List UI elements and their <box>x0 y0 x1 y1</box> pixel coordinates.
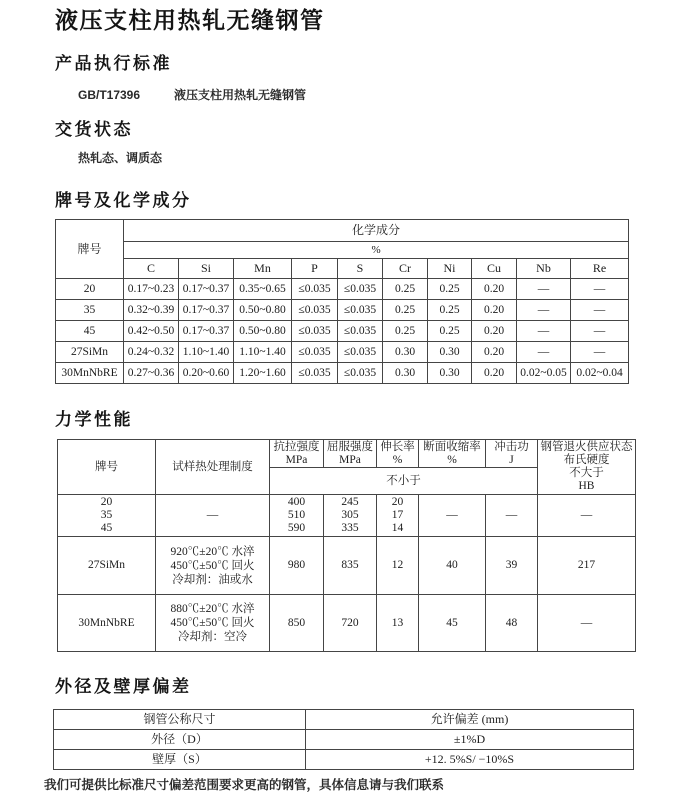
section-heading-deviation: 外径及壁厚偏差 <box>55 677 192 696</box>
chem-cell: 1.20~1.60 <box>234 363 292 384</box>
mech-heat-cell <box>156 595 270 652</box>
chem-cell: ≤0.035 <box>292 300 338 321</box>
col-unit: J <box>509 453 514 466</box>
mech-col-header-impact <box>486 440 538 468</box>
standard-line <box>78 88 695 102</box>
chem-element-header: Si <box>179 259 234 279</box>
mech-col-header-elongation <box>377 440 419 468</box>
heat-line: 冷却剂：空冷 <box>178 631 247 643</box>
chem-cell: 0.35~0.65 <box>234 279 292 300</box>
table-row <box>58 537 636 595</box>
table-row <box>58 495 636 537</box>
mech-grade-cell <box>58 495 156 537</box>
mech-cell: — <box>538 495 636 537</box>
chem-cell: 1.10~1.40 <box>179 342 234 363</box>
chem-grade-cell: 27SiMn <box>56 342 124 363</box>
chem-cell: 1.10~1.40 <box>234 342 292 363</box>
chem-grade-cell: 35 <box>56 300 124 321</box>
chem-cell: — <box>517 321 571 342</box>
chem-element-header: Re <box>571 259 629 279</box>
table-row <box>54 730 634 750</box>
dev-value-cell: ±1%D <box>306 730 634 750</box>
chem-element-header: Cr <box>383 259 428 279</box>
chem-cell: — <box>571 279 629 300</box>
standard-code: GB/T17396 <box>78 88 141 102</box>
chem-cell: 0.24~0.32 <box>124 342 179 363</box>
table-row <box>56 363 629 384</box>
chem-cell: — <box>517 300 571 321</box>
chem-cell: ≤0.035 <box>338 363 383 384</box>
chemistry-table <box>55 219 629 384</box>
value-line: 305 <box>341 509 359 521</box>
chem-cell: — <box>571 342 629 363</box>
chem-element-header: S <box>338 259 383 279</box>
chem-cell: — <box>517 279 571 300</box>
chem-cell: 0.20~0.60 <box>179 363 234 384</box>
chem-cell: — <box>517 342 571 363</box>
section-heading-delivery: 交货状态 <box>55 120 133 139</box>
chem-element-header: Mn <box>234 259 292 279</box>
section-heading-chemistry: 牌号及化学成分 <box>55 191 192 210</box>
hb-line: 布氏硬度 <box>563 454 610 466</box>
mech-cell: 12 <box>377 537 419 595</box>
chem-cell: 0.20 <box>472 342 517 363</box>
mech-cell: 850 <box>270 595 324 652</box>
heat-line: 880℃±20℃ 水淬 <box>170 603 255 615</box>
value-line: 510 <box>287 509 306 521</box>
chem-cell: 0.25 <box>428 300 472 321</box>
chem-cell: 0.25 <box>383 300 428 321</box>
chem-element-header: Ni <box>428 259 472 279</box>
mech-cell: 835 <box>324 537 377 595</box>
chem-cell: 0.17~0.37 <box>179 300 234 321</box>
chem-cell: ≤0.035 <box>338 279 383 300</box>
chem-cell: 0.25 <box>428 279 472 300</box>
chem-cell: 0.20 <box>472 321 517 342</box>
dev-item-cell: 壁厚（S） <box>54 750 306 770</box>
col-unit: MPa <box>339 453 361 466</box>
chem-element-header: Nb <box>517 259 571 279</box>
section-heading-standard: 产品执行标准 <box>55 54 172 73</box>
mech-cell <box>324 495 377 537</box>
mechanical-table <box>57 439 636 652</box>
chem-cell: ≤0.035 <box>292 279 338 300</box>
heat-line: 冷却剂：油或水 <box>172 573 253 586</box>
mech-cell: 13 <box>377 595 419 652</box>
dev-item-cell: 外径（D） <box>54 730 306 750</box>
mech-grade-cell: 27SiMn <box>58 537 156 595</box>
col-unit: % <box>392 453 403 466</box>
chem-cell: 0.20 <box>472 300 517 321</box>
chem-cell: ≤0.035 <box>292 321 338 342</box>
col-unit: MPa <box>285 453 308 466</box>
chem-cell: 0.27~0.36 <box>124 363 179 384</box>
col-name: 屈服强度 <box>327 440 373 453</box>
chem-cell: ≤0.035 <box>338 300 383 321</box>
heat-line: 920℃±20℃ 水淬 <box>170 545 255 558</box>
mech-cell <box>270 495 324 537</box>
value-line: 400 <box>287 496 306 508</box>
value-line: 14 <box>391 522 404 534</box>
col-unit: % <box>447 453 457 466</box>
hb-line: 不大于 <box>569 467 604 479</box>
chem-cell: 0.32~0.39 <box>124 300 179 321</box>
dev-value-cell: +12. 5%S/ −10%S <box>306 750 634 770</box>
chem-cell: ≤0.035 <box>292 342 338 363</box>
col-name: 冲击功 <box>494 440 529 453</box>
mech-cell: — <box>538 595 636 652</box>
chem-cell: 0.30 <box>428 363 472 384</box>
table-row <box>56 300 629 321</box>
mech-cell: 720 <box>324 595 377 652</box>
mech-cell: 39 <box>486 537 538 595</box>
chem-grade-cell: 30MnNbRE <box>56 363 124 384</box>
heat-line: 450℃±50℃ 回火 <box>170 617 255 629</box>
chem-cell: 0.20 <box>472 279 517 300</box>
chem-unit-header: % <box>124 242 629 259</box>
chem-element-header: P <box>292 259 338 279</box>
mech-cell: 40 <box>419 537 486 595</box>
chem-cell: 0.30 <box>383 363 428 384</box>
mech-heat-cell: — <box>156 495 270 537</box>
chem-cell: 0.17~0.23 <box>124 279 179 300</box>
table-row <box>58 595 636 652</box>
chem-element-header: C <box>124 259 179 279</box>
chem-cell: 0.20 <box>472 363 517 384</box>
hb-line: 钢管退火供应状态 <box>540 441 633 453</box>
section-heading-mechanical: 力学性能 <box>55 410 133 429</box>
mech-cell: — <box>419 495 486 537</box>
mech-col-header-hardness <box>538 440 636 495</box>
mech-grade-header: 牌号 <box>58 440 156 495</box>
chem-cell: 0.50~0.80 <box>234 300 292 321</box>
mech-grade-cell: 30MnNbRE <box>58 595 156 652</box>
value-line: 20 <box>391 496 404 508</box>
chem-cell: 0.17~0.37 <box>179 279 234 300</box>
col-name: 伸长率 <box>380 440 415 453</box>
table-row <box>54 750 634 770</box>
heat-line: 450℃±50℃ 回火 <box>170 559 255 572</box>
grade-line: 20 <box>100 496 113 508</box>
grade-line: 35 <box>100 509 113 521</box>
mech-cell: 45 <box>419 595 486 652</box>
dev-col2-header: 允许偏差 (mm) <box>306 710 634 730</box>
deviation-table <box>53 709 634 770</box>
table-row <box>56 279 629 300</box>
chem-cell: 0.17~0.37 <box>179 321 234 342</box>
chem-cell: ≤0.035 <box>338 342 383 363</box>
value-line: 245 <box>341 496 359 508</box>
mech-heat-header: 试样热处理制度 <box>156 440 270 495</box>
value-line: 335 <box>341 522 359 534</box>
chem-cell: — <box>571 300 629 321</box>
value-line: 17 <box>391 509 404 521</box>
mech-cell: 217 <box>538 537 636 595</box>
col-name: 断面收缩率 <box>423 440 481 453</box>
chem-cell: 0.30 <box>383 342 428 363</box>
chem-cell: 0.25 <box>383 279 428 300</box>
chem-cell: 0.02~0.05 <box>517 363 571 384</box>
chem-cell: 0.50~0.80 <box>234 321 292 342</box>
col-name: 抗拉强度 <box>273 440 320 453</box>
chem-cell: 0.02~0.04 <box>571 363 629 384</box>
table-row <box>54 710 634 730</box>
footer-note: 我们可提供比标准尺寸偏差范围要求更高的钢管，具体信息请与我们联系 <box>44 778 445 792</box>
mech-cell: — <box>486 495 538 537</box>
chem-cell: 0.25 <box>428 321 472 342</box>
dev-col1-header: 钢管公称尺寸 <box>54 710 306 730</box>
standard-name: 液压支柱用热轧无缝钢管 <box>174 88 307 102</box>
mech-min-label: 不小于 <box>270 468 538 495</box>
page-title: 液压支柱用热轧无缝钢管 <box>55 8 325 33</box>
chem-cell: 0.25 <box>383 321 428 342</box>
chem-grade-header: 牌号 <box>56 220 124 279</box>
chem-cell: 0.30 <box>428 342 472 363</box>
value-line: 590 <box>287 522 306 534</box>
mech-cell: 980 <box>270 537 324 595</box>
chem-grade-cell: 45 <box>56 321 124 342</box>
mech-cell <box>377 495 419 537</box>
table-row <box>56 321 629 342</box>
mech-col-header-tensile <box>270 440 324 468</box>
chem-element-header: Cu <box>472 259 517 279</box>
mech-col-header-reduction <box>419 440 486 468</box>
chem-group-header: 化学成分 <box>124 220 629 242</box>
mech-heat-cell <box>156 537 270 595</box>
chem-grade-cell: 20 <box>56 279 124 300</box>
chem-cell: 0.42~0.50 <box>124 321 179 342</box>
chem-cell: — <box>571 321 629 342</box>
mech-col-header-yield <box>324 440 377 468</box>
table-row <box>56 342 629 363</box>
chem-cell: ≤0.035 <box>338 321 383 342</box>
chem-cell: ≤0.035 <box>292 363 338 384</box>
delivery-state: 热轧态、调质态 <box>78 151 163 165</box>
grade-line: 45 <box>100 522 113 534</box>
hb-line: HB <box>578 480 595 492</box>
mech-cell: 48 <box>486 595 538 652</box>
